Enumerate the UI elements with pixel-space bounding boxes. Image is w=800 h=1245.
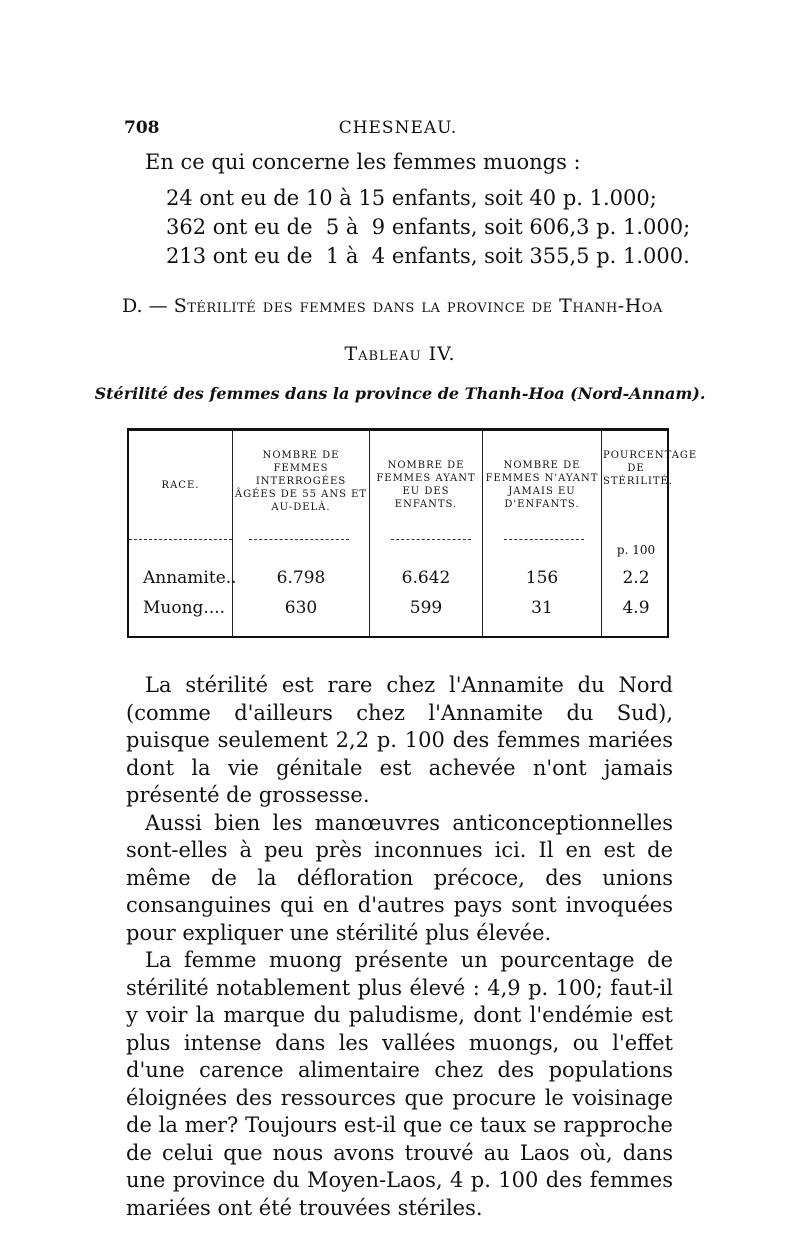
cell-avec-enfants: 6.642 <box>401 568 451 588</box>
page-number: 708 <box>124 118 160 138</box>
table-caption: Stérilité des femmes dans la province de Thanh-Hoa (Nord-Annam). <box>94 384 706 403</box>
section-dash: — <box>148 295 168 317</box>
header-race: RACE. <box>161 480 200 491</box>
cell-pourcentage: 4.9 <box>622 598 650 618</box>
stats-line: 362 ont eu de 5 à 9 enfants, soit 606,3 p. 1.000; <box>166 215 691 239</box>
unit-label: p. 100 <box>616 543 656 557</box>
stats-line: 213 ont eu de 1 à 4 enfants, soit 355,5 p. 1.000. <box>166 244 690 268</box>
intro-line: En ce qui concerne les femmes muongs : <box>145 150 581 174</box>
column-rule <box>369 431 370 636</box>
column-rule <box>482 431 483 636</box>
header-avec-enfants: NOMBRE DE FEMMES AYANT EU DES ENFANTS. <box>376 460 476 510</box>
stats-line: 24 ont eu de 10 à 15 enfants, soit 40 p. 1.000; <box>166 186 657 210</box>
cell-race: Muong.... <box>143 598 226 618</box>
section-letter: D. <box>122 295 143 317</box>
cell-sans-enfants: 31 <box>531 598 553 618</box>
header-rule <box>129 539 232 540</box>
body-text <box>126 672 673 1222</box>
header-sans-enfants: NOMBRE DE FEMMES N'AYANT JAMAIS EU D'ENFANTS. <box>485 460 599 510</box>
section-title: Stérilité des femmes dans la province de Thanh-Hoa <box>173 295 663 317</box>
column-rule <box>232 431 233 636</box>
paragraph: La femme muong présente un pourcentage de stérilité notablement plus élevé : 4,9 p. 100; faut-il y voir la marque du paludisme, dont l'endémie est plus intense dans les vallées muongs, ou l'effet d'une carence alimentaire chez des populations éloignées des ressources que procure le voisinage de la mer? Toujours est-il que ce taux se rapproche de celui que nous avons trouvé au Laos où, dans une province du Moyen-Laos, 4 p. 100 des femmes mariées ont été trouvées stériles. <box>126 948 673 1220</box>
section-heading <box>122 295 682 317</box>
header-rule <box>504 539 584 540</box>
page-header <box>124 118 672 142</box>
stats-list <box>166 184 690 271</box>
header-pourcentage: POURCENTAGE DE STÉRILITÉ. <box>603 450 698 487</box>
cell-interrogees: 6.798 <box>276 568 326 588</box>
cell-race: Annamite.. <box>143 568 237 588</box>
header-rule <box>391 539 471 540</box>
cell-avec-enfants: 599 <box>409 598 443 618</box>
table-title: Tableau IV. <box>344 343 456 365</box>
cell-interrogees: 630 <box>284 598 318 618</box>
data-table <box>127 428 698 638</box>
cell-sans-enfants: 156 <box>525 568 559 588</box>
column-rule <box>601 431 602 636</box>
header-interrogees: NOMBRE DE FEMMES INTERROGÉES ÂGÉES DE 55 ANS ET AU-DELÀ. <box>234 450 368 513</box>
header-rule <box>249 539 349 540</box>
paragraph: Aussi bien les manœuvres anticonceptionnelles sont-elles à peu près inconnues ici. Il en est de même de la défloration précoce, des unions consanguines qui en d'autres pays sont invoquées pour expliquer une stérilité plus élevée. <box>126 810 673 945</box>
paragraph: La stérilité est rare chez l'Annamite du Nord (comme d'ailleurs chez l'Annamite du Sud), puisque seulement 2,2 p. 100 des femmes mariées dont la vie génitale est achevée n'ont jamais présenté de grossesse. <box>126 673 673 807</box>
running-head: CHESNEAU. <box>338 118 458 138</box>
cell-pourcentage: 2.2 <box>622 568 650 588</box>
